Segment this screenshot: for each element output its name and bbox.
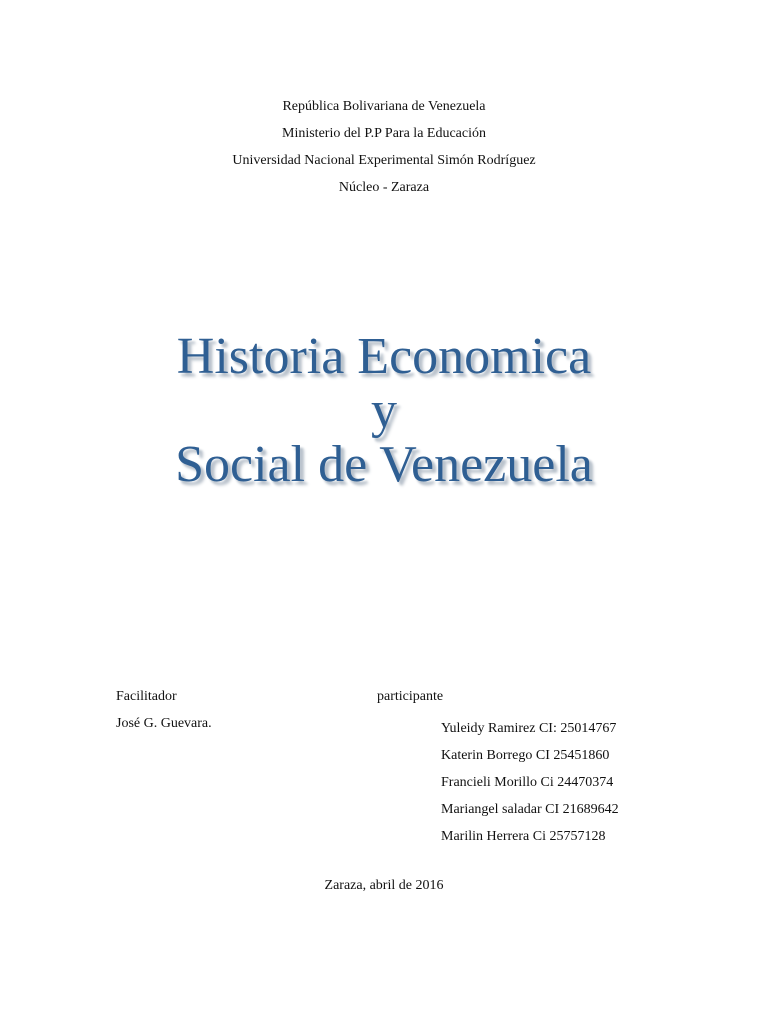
participant-item: Mariangel saladar CI 21689642 [441,802,619,817]
document-title [0,330,768,492]
participants-label: participante [377,689,444,704]
facilitator-label: Facilitador [116,689,177,704]
header-line-campus: Núcleo - Zaraza [338,180,430,195]
title-line-1: Historia Economica [176,328,592,385]
institution-header [0,93,768,201]
title-line-3: Social de Venezuela [175,436,593,493]
place-date: Zaraza, abril de 2016 [324,878,444,893]
header-line-republic: República Bolivariana de Venezuela [282,99,486,114]
header-line-ministry: Ministerio del P.P Para la Educación [282,126,486,141]
participants-list [441,715,619,850]
title-line-2: y [371,382,397,439]
header-line-university: Universidad Nacional Experimental Simón Rodríguez [232,153,536,168]
participant-item: Yuleidy Ramirez CI: 25014767 [441,721,617,736]
participant-item: Francieli Morillo Ci 24470374 [441,775,614,790]
facilitator-name: José G. Guevara. [116,716,212,731]
participant-item: Katerin Borrego CI 25451860 [441,748,610,763]
participant-item: Marilin Herrera Ci 25757128 [441,829,606,844]
